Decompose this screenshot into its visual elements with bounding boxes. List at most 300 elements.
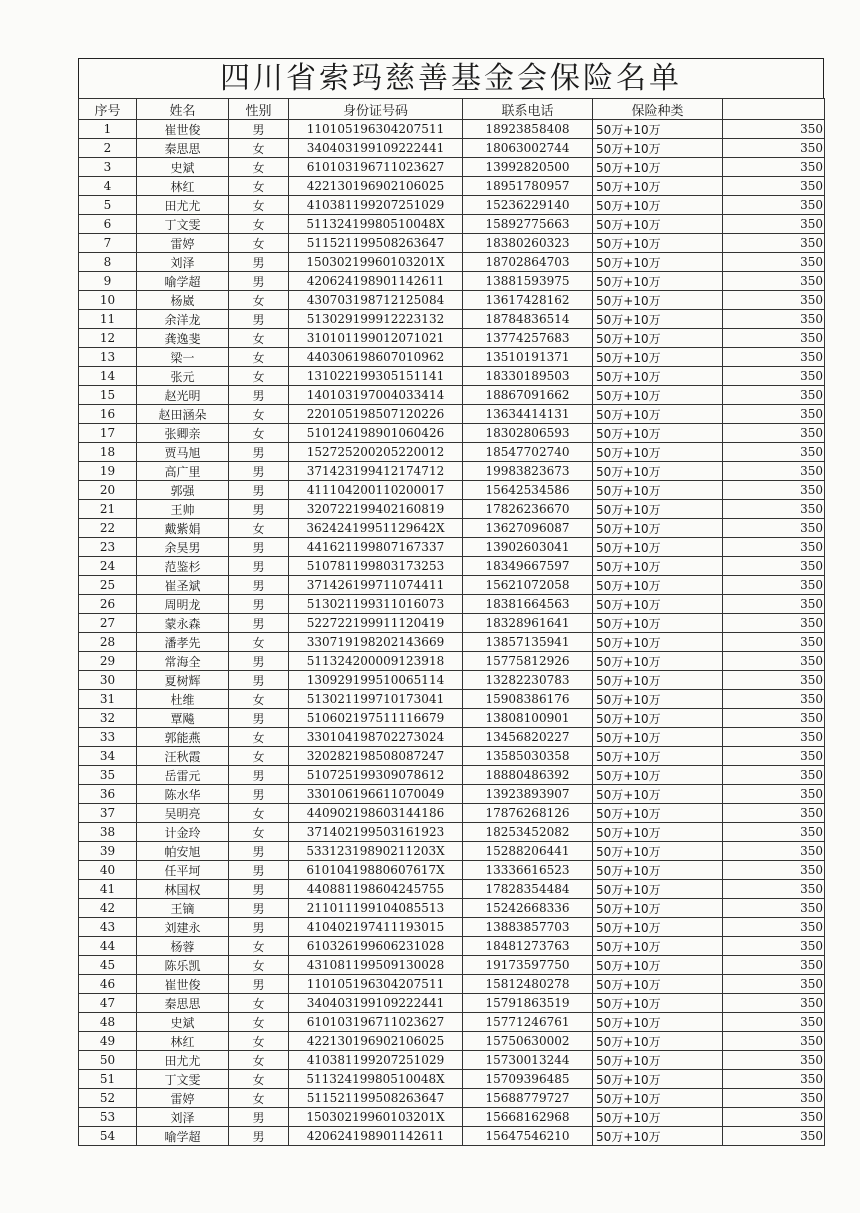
insurance-type: 50万+10万 xyxy=(593,861,723,880)
person-name: 帕安旭 xyxy=(137,842,229,861)
gender: 女 xyxy=(229,728,289,747)
insurance-type: 50万+10万 xyxy=(593,386,723,405)
table-row xyxy=(79,1089,825,1108)
premium-amount: 350 xyxy=(723,120,825,139)
row-number: 33 xyxy=(79,728,137,747)
premium-amount: 350 xyxy=(723,861,825,880)
insurance-type: 50万+10万 xyxy=(593,291,723,310)
phone-number: 13923893907 xyxy=(463,785,593,804)
gender: 女 xyxy=(229,956,289,975)
row-number: 3 xyxy=(79,158,137,177)
insurance-type: 50万+10万 xyxy=(593,747,723,766)
gender: 女 xyxy=(229,1070,289,1089)
id-number: 320282198508087247 xyxy=(289,747,463,766)
insurance-type: 50万+10万 xyxy=(593,462,723,481)
gender: 女 xyxy=(229,424,289,443)
premium-amount: 350 xyxy=(723,880,825,899)
gender: 女 xyxy=(229,177,289,196)
row-number: 23 xyxy=(79,538,137,557)
id-number: 410381199207251029 xyxy=(289,1051,463,1070)
gender: 男 xyxy=(229,709,289,728)
phone-number: 13857135941 xyxy=(463,633,593,652)
gender: 男 xyxy=(229,1108,289,1127)
gender: 男 xyxy=(229,1127,289,1146)
row-number: 9 xyxy=(79,272,137,291)
insurance-type: 50万+10万 xyxy=(593,728,723,747)
row-number: 39 xyxy=(79,842,137,861)
row-number: 50 xyxy=(79,1051,137,1070)
person-name: 夏树辉 xyxy=(137,671,229,690)
table-row xyxy=(79,481,825,500)
insurance-type: 50万+10万 xyxy=(593,1051,723,1070)
premium-amount: 350 xyxy=(723,785,825,804)
person-name: 郭能燕 xyxy=(137,728,229,747)
gender: 女 xyxy=(229,747,289,766)
table-row xyxy=(79,1051,825,1070)
row-number: 48 xyxy=(79,1013,137,1032)
phone-number: 18328961641 xyxy=(463,614,593,633)
premium-amount: 350 xyxy=(723,823,825,842)
row-number: 31 xyxy=(79,690,137,709)
person-name: 周明龙 xyxy=(137,595,229,614)
person-name: 丁文雯 xyxy=(137,215,229,234)
table-row xyxy=(79,443,825,462)
premium-amount: 350 xyxy=(723,842,825,861)
insurance-type: 50万+10万 xyxy=(593,1013,723,1032)
phone-number: 13992820500 xyxy=(463,158,593,177)
table-row xyxy=(79,671,825,690)
phone-number: 15709396485 xyxy=(463,1070,593,1089)
person-name: 余昊男 xyxy=(137,538,229,557)
phone-number: 13774257683 xyxy=(463,329,593,348)
gender: 男 xyxy=(229,842,289,861)
gender: 男 xyxy=(229,386,289,405)
gender: 男 xyxy=(229,481,289,500)
insurance-type: 50万+10万 xyxy=(593,367,723,386)
id-number: 15030219960103201X xyxy=(289,1108,463,1127)
person-name: 吴明亮 xyxy=(137,804,229,823)
person-name: 赵光明 xyxy=(137,386,229,405)
table-row xyxy=(79,519,825,538)
table-row xyxy=(79,1070,825,1089)
gender: 男 xyxy=(229,861,289,880)
phone-number: 18481273763 xyxy=(463,937,593,956)
header-id-number: 身份证号码 xyxy=(289,99,463,120)
id-number: 220105198507120226 xyxy=(289,405,463,424)
premium-amount: 350 xyxy=(723,215,825,234)
phone-number: 18381664563 xyxy=(463,595,593,614)
person-name: 喻学超 xyxy=(137,1127,229,1146)
premium-amount: 350 xyxy=(723,614,825,633)
premium-amount: 350 xyxy=(723,310,825,329)
row-number: 6 xyxy=(79,215,137,234)
row-number: 41 xyxy=(79,880,137,899)
phone-number: 15730013244 xyxy=(463,1051,593,1070)
premium-amount: 350 xyxy=(723,576,825,595)
table-row xyxy=(79,652,825,671)
phone-number: 15791863519 xyxy=(463,994,593,1013)
phone-number: 17828354484 xyxy=(463,880,593,899)
id-number: 320722199402160819 xyxy=(289,500,463,519)
person-name: 秦思思 xyxy=(137,994,229,1013)
premium-amount: 350 xyxy=(723,367,825,386)
person-name: 林国权 xyxy=(137,880,229,899)
row-number: 14 xyxy=(79,367,137,386)
phone-number: 15775812926 xyxy=(463,652,593,671)
insurance-type: 50万+10万 xyxy=(593,120,723,139)
insurance-type: 50万+10万 xyxy=(593,633,723,652)
insurance-type: 50万+10万 xyxy=(593,1127,723,1146)
phone-number: 13634414131 xyxy=(463,405,593,424)
row-number: 19 xyxy=(79,462,137,481)
table-row xyxy=(79,861,825,880)
person-name: 田尤尤 xyxy=(137,196,229,215)
phone-number: 18547702740 xyxy=(463,443,593,462)
premium-amount: 350 xyxy=(723,1013,825,1032)
gender: 女 xyxy=(229,405,289,424)
insurance-type: 50万+10万 xyxy=(593,177,723,196)
premium-amount: 350 xyxy=(723,272,825,291)
row-number: 10 xyxy=(79,291,137,310)
person-name: 丁文雯 xyxy=(137,1070,229,1089)
id-number: 15030219960103201X xyxy=(289,253,463,272)
row-number: 5 xyxy=(79,196,137,215)
phone-number: 18063002744 xyxy=(463,139,593,158)
phone-number: 15771246761 xyxy=(463,1013,593,1032)
insurance-type: 50万+10万 xyxy=(593,272,723,291)
row-number: 34 xyxy=(79,747,137,766)
row-number: 51 xyxy=(79,1070,137,1089)
premium-amount: 350 xyxy=(723,386,825,405)
id-number: 211011199104085513 xyxy=(289,899,463,918)
insurance-type: 50万+10万 xyxy=(593,671,723,690)
row-number: 47 xyxy=(79,994,137,1013)
row-number: 42 xyxy=(79,899,137,918)
row-number: 1 xyxy=(79,120,137,139)
table-body xyxy=(79,120,825,1146)
row-number: 20 xyxy=(79,481,137,500)
gender: 女 xyxy=(229,234,289,253)
table-row xyxy=(79,823,825,842)
row-number: 7 xyxy=(79,234,137,253)
row-number: 26 xyxy=(79,595,137,614)
row-number: 16 xyxy=(79,405,137,424)
insurance-type: 50万+10万 xyxy=(593,253,723,272)
id-number: 53312319890211203X xyxy=(289,842,463,861)
row-number: 25 xyxy=(79,576,137,595)
person-name: 范鉴杉 xyxy=(137,557,229,576)
phone-number: 18784836514 xyxy=(463,310,593,329)
gender: 女 xyxy=(229,291,289,310)
insurance-type: 50万+10万 xyxy=(593,405,723,424)
premium-amount: 350 xyxy=(723,481,825,500)
premium-amount: 350 xyxy=(723,424,825,443)
person-name: 林红 xyxy=(137,177,229,196)
person-name: 汪秋霞 xyxy=(137,747,229,766)
row-number: 18 xyxy=(79,443,137,462)
person-name: 岳雷元 xyxy=(137,766,229,785)
gender: 女 xyxy=(229,823,289,842)
person-name: 陈乐凯 xyxy=(137,956,229,975)
person-name: 贾马旭 xyxy=(137,443,229,462)
id-number: 510124198901060426 xyxy=(289,424,463,443)
gender: 女 xyxy=(229,1032,289,1051)
premium-amount: 350 xyxy=(723,937,825,956)
person-name: 梁一 xyxy=(137,348,229,367)
premium-amount: 350 xyxy=(723,538,825,557)
id-number: 510781199803173253 xyxy=(289,557,463,576)
person-name: 高广里 xyxy=(137,462,229,481)
premium-amount: 350 xyxy=(723,1108,825,1127)
table-row xyxy=(79,709,825,728)
row-number: 24 xyxy=(79,557,137,576)
gender: 男 xyxy=(229,614,289,633)
header-gender: 性别 xyxy=(229,99,289,120)
phone-number: 13585030358 xyxy=(463,747,593,766)
phone-number: 13510191371 xyxy=(463,348,593,367)
id-number: 36242419951129642X xyxy=(289,519,463,538)
person-name: 崔世俊 xyxy=(137,975,229,994)
insurance-type: 50万+10万 xyxy=(593,1089,723,1108)
table-row xyxy=(79,424,825,443)
gender: 男 xyxy=(229,918,289,937)
table-row xyxy=(79,785,825,804)
row-number: 8 xyxy=(79,253,137,272)
person-name: 喻学超 xyxy=(137,272,229,291)
id-number: 511324200009123918 xyxy=(289,652,463,671)
person-name: 田尤尤 xyxy=(137,1051,229,1070)
id-number: 420624198901142611 xyxy=(289,1127,463,1146)
gender: 男 xyxy=(229,462,289,481)
premium-amount: 350 xyxy=(723,956,825,975)
premium-amount: 350 xyxy=(723,1051,825,1070)
insurance-type: 50万+10万 xyxy=(593,215,723,234)
insurance-type: 50万+10万 xyxy=(593,139,723,158)
premium-amount: 350 xyxy=(723,139,825,158)
insurance-type: 50万+10万 xyxy=(593,595,723,614)
person-name: 陈水华 xyxy=(137,785,229,804)
phone-number: 15892775663 xyxy=(463,215,593,234)
table-row xyxy=(79,462,825,481)
table-row xyxy=(79,576,825,595)
insurance-type: 50万+10万 xyxy=(593,918,723,937)
table-row xyxy=(79,253,825,272)
id-number: 131022199305151141 xyxy=(289,367,463,386)
gender: 男 xyxy=(229,576,289,595)
id-number: 511521199508263647 xyxy=(289,234,463,253)
insurance-type: 50万+10万 xyxy=(593,709,723,728)
phone-number: 17876268126 xyxy=(463,804,593,823)
table-row xyxy=(79,728,825,747)
table-row xyxy=(79,804,825,823)
gender: 男 xyxy=(229,785,289,804)
premium-amount: 350 xyxy=(723,500,825,519)
gender: 女 xyxy=(229,937,289,956)
person-name: 覃飚 xyxy=(137,709,229,728)
phone-number: 18380260323 xyxy=(463,234,593,253)
insurance-type: 50万+10万 xyxy=(593,823,723,842)
table-row xyxy=(79,1108,825,1127)
id-number: 420624198901142611 xyxy=(289,272,463,291)
insurance-table xyxy=(78,98,825,1146)
premium-amount: 350 xyxy=(723,1032,825,1051)
gender: 男 xyxy=(229,500,289,519)
premium-amount: 350 xyxy=(723,652,825,671)
id-number: 610326199606231028 xyxy=(289,937,463,956)
premium-amount: 350 xyxy=(723,557,825,576)
insurance-type: 50万+10万 xyxy=(593,1032,723,1051)
row-number: 53 xyxy=(79,1108,137,1127)
row-number: 37 xyxy=(79,804,137,823)
premium-amount: 350 xyxy=(723,766,825,785)
phone-number: 13617428162 xyxy=(463,291,593,310)
premium-amount: 350 xyxy=(723,747,825,766)
id-number: 371426199711074411 xyxy=(289,576,463,595)
gender: 男 xyxy=(229,595,289,614)
id-number: 610103196711023627 xyxy=(289,158,463,177)
insurance-type: 50万+10万 xyxy=(593,158,723,177)
premium-amount: 350 xyxy=(723,177,825,196)
row-number: 44 xyxy=(79,937,137,956)
person-name: 蒙永森 xyxy=(137,614,229,633)
premium-amount: 350 xyxy=(723,994,825,1013)
header-amount xyxy=(723,99,825,120)
person-name: 杨蓉 xyxy=(137,937,229,956)
gender: 男 xyxy=(229,310,289,329)
table-row xyxy=(79,766,825,785)
premium-amount: 350 xyxy=(723,519,825,538)
row-number: 54 xyxy=(79,1127,137,1146)
id-number: 51132419980510048X xyxy=(289,1070,463,1089)
table-row xyxy=(79,291,825,310)
table-row xyxy=(79,329,825,348)
table-row xyxy=(79,215,825,234)
premium-amount: 350 xyxy=(723,1127,825,1146)
premium-amount: 350 xyxy=(723,348,825,367)
insurance-type: 50万+10万 xyxy=(593,937,723,956)
row-number: 27 xyxy=(79,614,137,633)
person-name: 崔圣斌 xyxy=(137,576,229,595)
phone-number: 13336616523 xyxy=(463,861,593,880)
table-row xyxy=(79,975,825,994)
insurance-type: 50万+10万 xyxy=(593,443,723,462)
row-number: 36 xyxy=(79,785,137,804)
gender: 男 xyxy=(229,557,289,576)
id-number: 110105196304207511 xyxy=(289,120,463,139)
row-number: 2 xyxy=(79,139,137,158)
id-number: 440881198604245755 xyxy=(289,880,463,899)
phone-number: 15242668336 xyxy=(463,899,593,918)
id-number: 440902198603144186 xyxy=(289,804,463,823)
phone-number: 18702864703 xyxy=(463,253,593,272)
id-number: 430703198712125084 xyxy=(289,291,463,310)
phone-number: 15288206441 xyxy=(463,842,593,861)
premium-amount: 350 xyxy=(723,975,825,994)
row-number: 28 xyxy=(79,633,137,652)
row-number: 52 xyxy=(79,1089,137,1108)
id-number: 340403199109222441 xyxy=(289,994,463,1013)
page-title: 四川省索玛慈善基金会保险名单 xyxy=(78,58,824,98)
premium-amount: 350 xyxy=(723,462,825,481)
insurance-type: 50万+10万 xyxy=(593,1070,723,1089)
gender: 女 xyxy=(229,215,289,234)
insurance-type: 50万+10万 xyxy=(593,766,723,785)
gender: 女 xyxy=(229,158,289,177)
gender: 男 xyxy=(229,120,289,139)
id-number: 522722199911120419 xyxy=(289,614,463,633)
person-name: 雷婷 xyxy=(137,234,229,253)
gender: 女 xyxy=(229,348,289,367)
id-number: 441621199807167337 xyxy=(289,538,463,557)
id-number: 330104198702273024 xyxy=(289,728,463,747)
phone-number: 15668162968 xyxy=(463,1108,593,1127)
phone-number: 15750630002 xyxy=(463,1032,593,1051)
insurance-type: 50万+10万 xyxy=(593,842,723,861)
gender: 男 xyxy=(229,652,289,671)
table-row xyxy=(79,367,825,386)
table-row xyxy=(79,405,825,424)
table-row xyxy=(79,614,825,633)
person-name: 戴紫娟 xyxy=(137,519,229,538)
person-name: 杨崴 xyxy=(137,291,229,310)
phone-number: 13282230783 xyxy=(463,671,593,690)
id-number: 371402199503161923 xyxy=(289,823,463,842)
gender: 女 xyxy=(229,690,289,709)
insurance-type: 50万+10万 xyxy=(593,310,723,329)
id-number: 330719198202143669 xyxy=(289,633,463,652)
person-name: 余洋龙 xyxy=(137,310,229,329)
id-number: 51132419980510048X xyxy=(289,215,463,234)
id-number: 510725199309078612 xyxy=(289,766,463,785)
insurance-type: 50万+10万 xyxy=(593,576,723,595)
person-name: 王帅 xyxy=(137,500,229,519)
person-name: 史斌 xyxy=(137,1013,229,1032)
row-number: 38 xyxy=(79,823,137,842)
insurance-type: 50万+10万 xyxy=(593,234,723,253)
table-row xyxy=(79,880,825,899)
gender: 女 xyxy=(229,1013,289,1032)
table-row xyxy=(79,272,825,291)
table-row xyxy=(79,1032,825,1051)
person-name: 龚逸斐 xyxy=(137,329,229,348)
premium-amount: 350 xyxy=(723,196,825,215)
id-number: 511521199508263647 xyxy=(289,1089,463,1108)
insurance-type: 50万+10万 xyxy=(593,519,723,538)
table-row xyxy=(79,918,825,937)
id-number: 340403199109222441 xyxy=(289,139,463,158)
phone-number: 19983823673 xyxy=(463,462,593,481)
row-number: 21 xyxy=(79,500,137,519)
phone-number: 18867091662 xyxy=(463,386,593,405)
gender: 男 xyxy=(229,671,289,690)
gender: 男 xyxy=(229,272,289,291)
gender: 女 xyxy=(229,633,289,652)
row-number: 40 xyxy=(79,861,137,880)
phone-number: 18330189503 xyxy=(463,367,593,386)
person-name: 崔世俊 xyxy=(137,120,229,139)
table-row xyxy=(79,139,825,158)
gender: 女 xyxy=(229,804,289,823)
insurance-type: 50万+10万 xyxy=(593,424,723,443)
gender: 男 xyxy=(229,975,289,994)
person-name: 王镝 xyxy=(137,899,229,918)
phone-number: 15647546210 xyxy=(463,1127,593,1146)
premium-amount: 350 xyxy=(723,633,825,652)
id-number: 513021199311016073 xyxy=(289,595,463,614)
premium-amount: 350 xyxy=(723,405,825,424)
table-row xyxy=(79,500,825,519)
phone-number: 15621072058 xyxy=(463,576,593,595)
